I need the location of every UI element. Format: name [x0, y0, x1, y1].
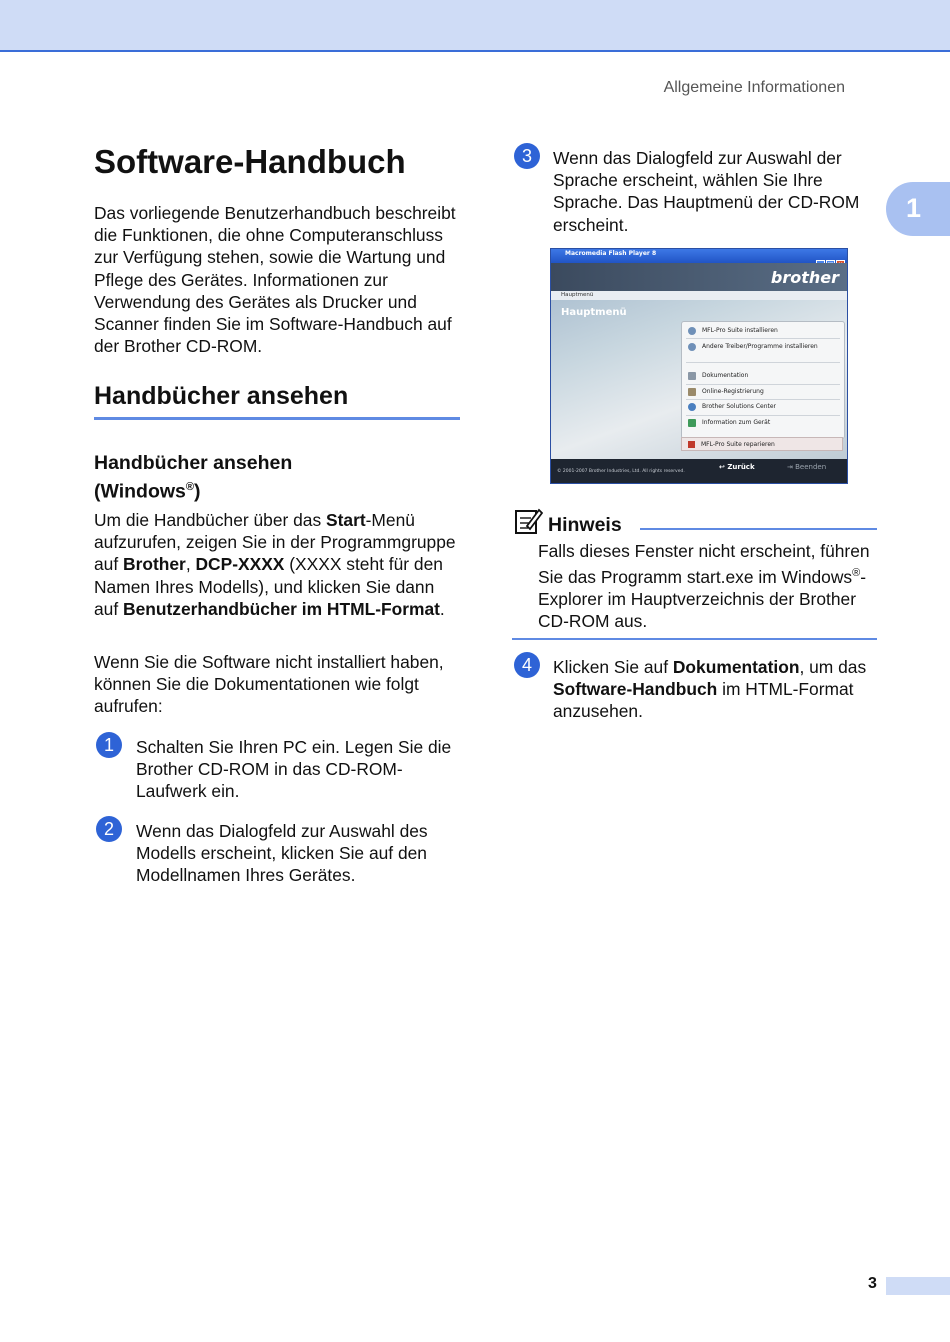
step-number: 2	[96, 816, 122, 842]
step-text: Wenn das Dialogfeld zur Auswahl des Modells erscheint, klicken Sie auf den Modellnamen Ihres Gerätes.	[136, 821, 428, 886]
note-pencil-icon	[513, 506, 543, 536]
subheading-line1: Handbücher ansehen	[94, 452, 293, 474]
registered-mark: ®	[185, 481, 195, 493]
screenshot-footer	[551, 459, 847, 483]
repair-item	[681, 437, 843, 451]
page-title: Software-Handbuch	[94, 143, 406, 180]
menu-item-label: Dokumentation	[702, 372, 749, 379]
quit-label: Beenden	[795, 463, 827, 471]
text-run: -Explorer im Hauptverzeichnis der Brother CD-ROM aus.	[538, 567, 866, 632]
menu-item	[688, 385, 764, 398]
quit-button	[787, 463, 826, 471]
info-icon	[688, 419, 696, 427]
menu-divider	[686, 362, 840, 363]
note-rule-top	[640, 528, 877, 530]
menu-item	[688, 400, 776, 413]
step-text: Schalten Sie Ihren PC ein. Legen Sie die Brother CD-ROM in das CD-ROM-Laufwerk ein.	[136, 737, 452, 802]
menu-item-label: Brother Solutions Center	[702, 403, 777, 410]
section-rule	[94, 417, 460, 420]
text-run: .	[439, 598, 445, 619]
back-arrow-icon: ↩	[719, 463, 728, 471]
text-bold: DCP-XXXX	[195, 554, 285, 575]
menu-item	[688, 369, 748, 382]
step-number: 1	[96, 732, 122, 758]
back-label: Zurück	[727, 463, 755, 471]
brand-bar	[551, 263, 847, 291]
back-button	[719, 463, 755, 471]
exit-icon: ⇥	[787, 463, 796, 471]
cd-icon	[688, 327, 696, 335]
brand-logo: brother	[770, 268, 839, 287]
step-text	[553, 656, 878, 723]
text-run: , um das	[799, 657, 867, 677]
text-bold: Dokumentation	[672, 657, 800, 677]
repair-label: MFL-Pro Suite reparieren	[701, 441, 775, 448]
chapter-number: 1	[906, 193, 922, 223]
menu-item-label: Online-Registrierung	[702, 388, 764, 395]
menu-item	[688, 324, 778, 337]
text-run: Um die Handbücher über das	[94, 510, 327, 530]
menu-item	[688, 340, 818, 353]
breadcrumb: Hauptmenü	[551, 291, 847, 300]
menu-item-label: Information zum Gerät	[702, 419, 771, 426]
step-number: 3	[514, 143, 540, 169]
instructions-paragraph	[94, 509, 462, 620]
step-number: 4	[514, 652, 540, 678]
subheading-line2: (Windows	[94, 480, 186, 503]
note-rule-bottom	[512, 638, 877, 640]
window-titlebar	[551, 249, 847, 263]
section-heading: Handbücher ansehen	[94, 382, 349, 410]
fallback-paragraph: Wenn Sie die Software nicht installiert haben, können Sie die Dokumentationen wie folgt aufrufen:	[94, 652, 444, 717]
text-bold: Software-Handbuch	[553, 679, 718, 700]
menu-item-label: Andere Treiber/Programme installieren	[702, 343, 818, 350]
text-run: (XXXX steht für den Namen Ihres Modells), und klicken Sie dann auf	[94, 554, 443, 619]
registered-mark: ®	[852, 567, 861, 580]
menu-divider	[686, 338, 840, 339]
globe-icon	[688, 403, 696, 411]
menu-item-label: MFL-Pro Suite installieren	[702, 327, 778, 334]
document-icon	[688, 372, 696, 380]
subsection-heading	[94, 451, 460, 504]
text-bold: Benutzerhandbücher im HTML-Format	[123, 598, 440, 619]
subheading-close: )	[194, 480, 201, 503]
page-number: 3	[868, 1275, 877, 1292]
page-footer-tab	[886, 1277, 950, 1295]
note-title: Hinweis	[548, 514, 622, 536]
menu-panel	[681, 321, 845, 439]
chapter-tab	[886, 182, 950, 236]
note-text	[538, 540, 878, 633]
text-run: -Menü aufzurufen, zeigen Sie in der Programmgruppe auf	[94, 510, 456, 575]
top-banner	[0, 0, 950, 52]
step-text: Wenn das Dialogfeld zur Auswahl der Sprache erscheint, wählen Sie Ihre Sprache. Das Hauptmenü der CD-ROM erscheint.	[553, 148, 860, 235]
copyright-text: © 2001-2007 Brother Industries, Ltd. All rights reserved.	[557, 469, 685, 474]
cd-icon	[688, 343, 696, 351]
intro-paragraph: Das vorliegende Benutzerhandbuch beschreibt die Funktionen, die ohne Computeranschluss zur Verfügung stehen, sowie die Wartung und Pflege des Gerätes. Informationen zur Verwendung des Gerätes als Drucker und Scanner finden Sie im Software-Handbuch auf der Brother CD-ROM.	[94, 203, 456, 357]
cdrom-main-menu-screenshot	[550, 248, 848, 484]
text-bold: Start	[326, 510, 366, 530]
menu-item	[688, 416, 770, 429]
text-run: ,	[185, 554, 196, 575]
pen-icon	[688, 388, 696, 396]
text-run: im HTML-Format anzusehen.	[553, 679, 854, 722]
text-run: Falls dieses Fenster nicht erscheint, führen Sie das Programm start.exe im Windows	[538, 541, 870, 587]
running-header: Allgemeine Informationen	[663, 79, 845, 96]
menu-heading: Hauptmenü	[561, 307, 627, 318]
text-bold: Brother	[123, 554, 186, 575]
repair-icon	[688, 441, 695, 448]
text-run: Klicken Sie auf	[553, 657, 673, 677]
window-title: Macromedia Flash Player 8	[565, 250, 657, 257]
